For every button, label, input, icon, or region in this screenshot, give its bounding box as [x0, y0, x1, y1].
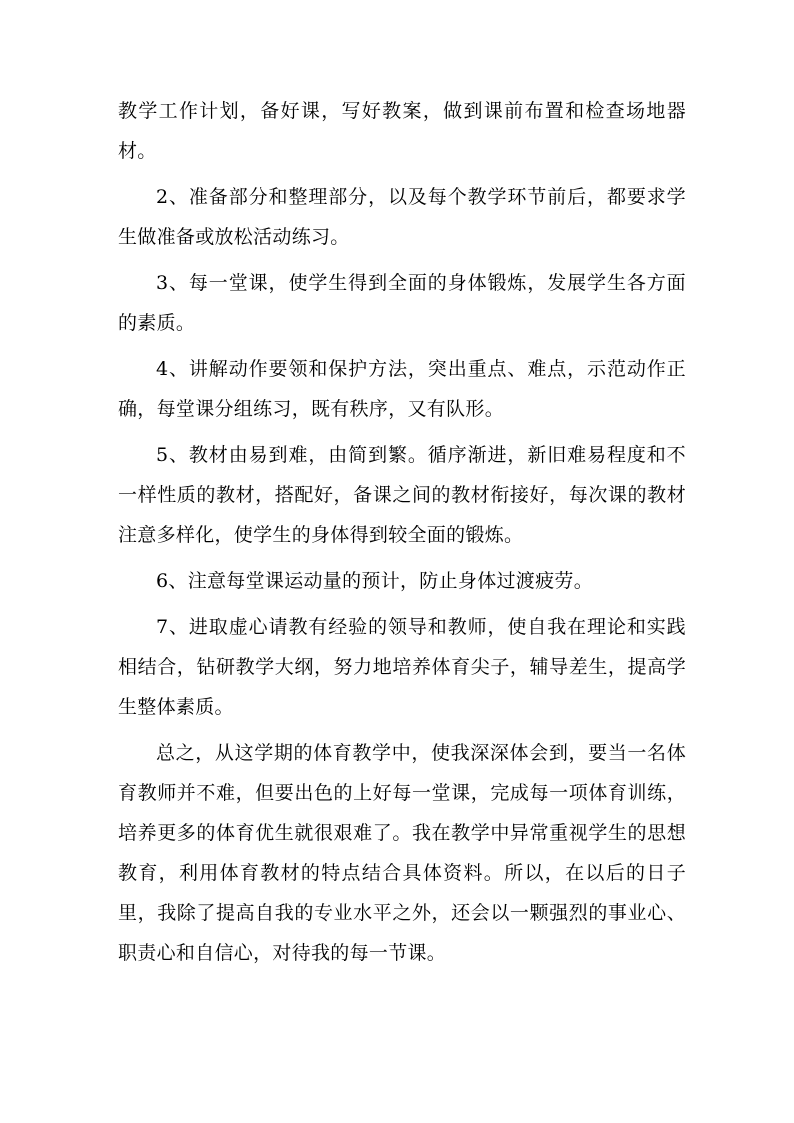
- paragraph-intro-continuation: 教学工作计划，备好课，写好教案，做到课前布置和检查场地器材。: [118, 100, 686, 162]
- paragraph-item-5: 5、教材由易到难，由简到繁。循序渐进，新旧难易程度和不一样性质的教材，搭配好，备课之间的教材衔接好，每次课的教材注意多样化，使学生的身体得到较全面的锻炼。: [118, 444, 686, 546]
- paragraph-item-2: 2、准备部分和整理部分，以及每个教学环节前后，都要求学生做准备或放松活动练习。: [118, 186, 686, 248]
- paragraph-item-6: 6、注意每堂课运动量的预计，防止身体过渡疲劳。: [156, 570, 593, 592]
- paragraph-item-7: 7、进取虚心请教有经验的领导和教师，使自我在理论和实践相结合，钻研教学大纲，努力地培养体育尖子，辅导差生，提高学生整体素质。: [118, 616, 686, 718]
- paragraph-item-4: 4、讲解动作要领和保护方法，突出重点、难点，示范动作正确，每堂课分组练习，既有秩序，又有队形。: [118, 358, 686, 420]
- paragraph-item-3: 3、每一堂课，使学生得到全面的身体锻炼，发展学生各方面的素质。: [118, 272, 686, 334]
- document-body: [118, 91, 686, 979]
- paragraph-summary: 总之，从这学期的体育教学中，使我深深体会到，要当一名体育教师并不难，但要出色的上好每一堂课，完成每一项体育训练，培养更多的体育优生就很艰难了。我在教学中异常重视学生的思想教育，利用体育教材的特点结合具体资料。所以，在以后的日子里，我除了提高自我的专业水平之外，还会以一颗强烈的事业心、职责心和自信心，对待我的每一节课。: [118, 742, 686, 964]
